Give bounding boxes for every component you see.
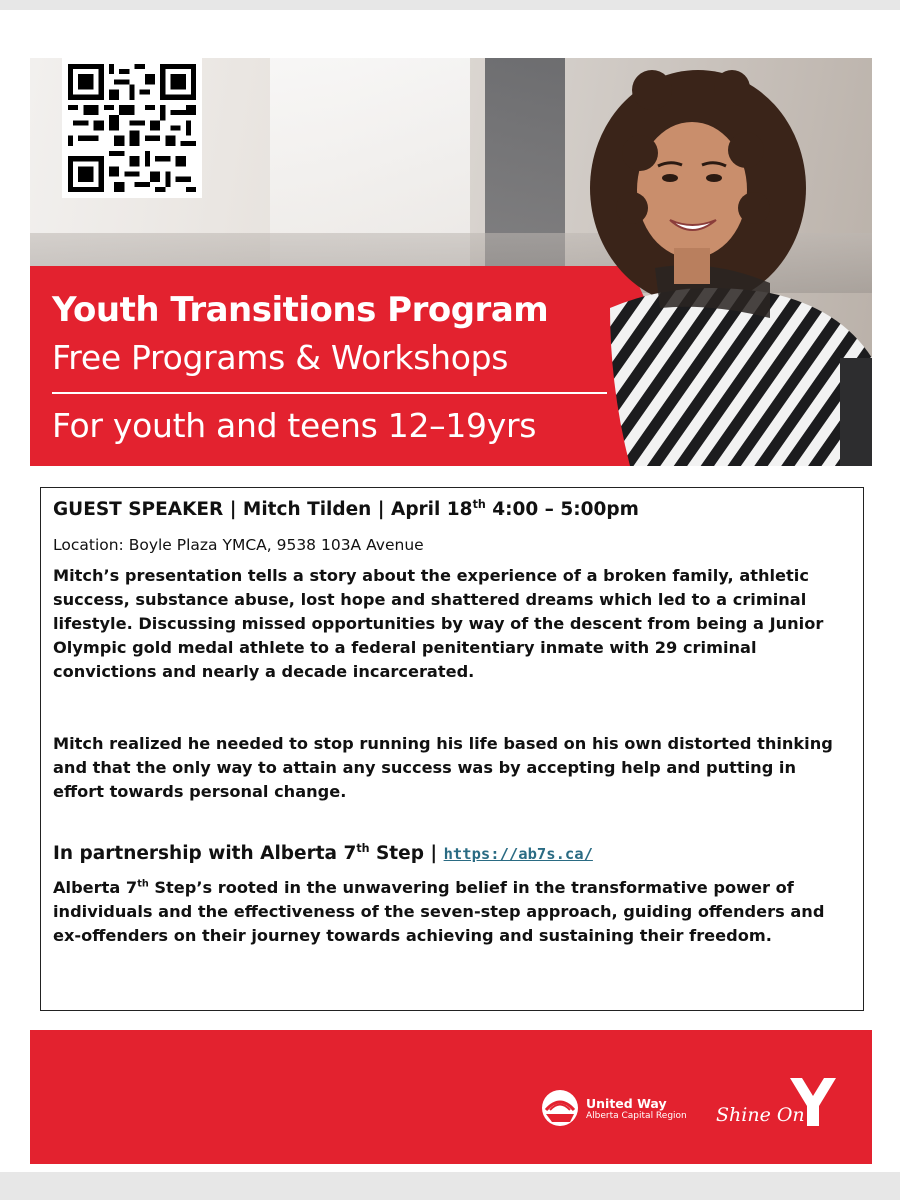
united-way-hand-icon: [540, 1088, 580, 1128]
speaker-story-paragraph: Mitch’s presentation tells a story about the experience of a broken family, athletic success, substance abuse, lost hope and shattered dreams which led to a criminal lifestyle. Discussing missed opportunities by way of the descent from being a Junior Olympic gold medal athlete to a federal penitentiary inmate with 29 criminal convictions and nearly a decade incarcerated.: [53, 566, 824, 681]
smiling-student-photo: [570, 58, 872, 466]
spacer: [53, 804, 851, 840]
qr-code-icon: [68, 64, 196, 192]
event-location: Location: Boyle Plaza YMCA, 9538 103A Avenue: [53, 536, 424, 554]
speaker-change-paragraph: Mitch realized he needed to stop running his life based on his own distorted thinking and that the only way to attain any success was by accepting help and putting in effort towards personal change.: [53, 734, 833, 801]
partner-heading-text: In partnership with Alberta 7: [53, 843, 357, 864]
united-way-logo: [540, 1088, 687, 1128]
qr-code[interactable]: [62, 58, 202, 198]
headline-text: GUEST SPEAKER | Mitch Tilden | April 18: [53, 499, 473, 520]
partner-description-sup: th: [137, 878, 149, 890]
flyer-page: [0, 10, 900, 1172]
united-way-name: United Way: [586, 1095, 667, 1111]
headline-sup: th: [472, 497, 486, 511]
partner-description-prefix: Alberta 7: [53, 878, 138, 897]
program-audience: For youth and teens 12–19yrs: [52, 406, 537, 445]
event-headline: [53, 496, 851, 530]
partner-heading-sup: th: [356, 841, 370, 855]
ymca-slogan: Shine On: [716, 1104, 805, 1126]
program-title: Youth Transitions Program: [52, 290, 549, 330]
partner-heading: [53, 840, 851, 876]
footer-banner: [30, 1030, 872, 1164]
partner-link[interactable]: https://ab7s.ca/: [443, 845, 593, 863]
ymca-y-logo-icon: [788, 1076, 838, 1128]
spacer: [53, 684, 851, 732]
event-details-box: [40, 487, 864, 1011]
headline-time: 4:00 – 5:00pm: [485, 499, 639, 520]
page-bottom-margin: [0, 1172, 900, 1200]
hero-banner: [30, 58, 872, 466]
hero-divider: [52, 392, 607, 394]
partner-description-text: Step’s rooted in the unwavering belief in the transformative power of individuals and the effectiveness of the seven-step approach, guiding offenders and ex-offenders on their journey towards achieving and sustaining their freedom.: [53, 878, 825, 945]
partner-heading-suffix: Step |: [369, 843, 444, 864]
partner-description: [53, 876, 851, 948]
program-subtitle: Free Programs & Workshops: [52, 338, 509, 377]
united-way-region: Alberta Capital Region: [586, 1110, 687, 1121]
